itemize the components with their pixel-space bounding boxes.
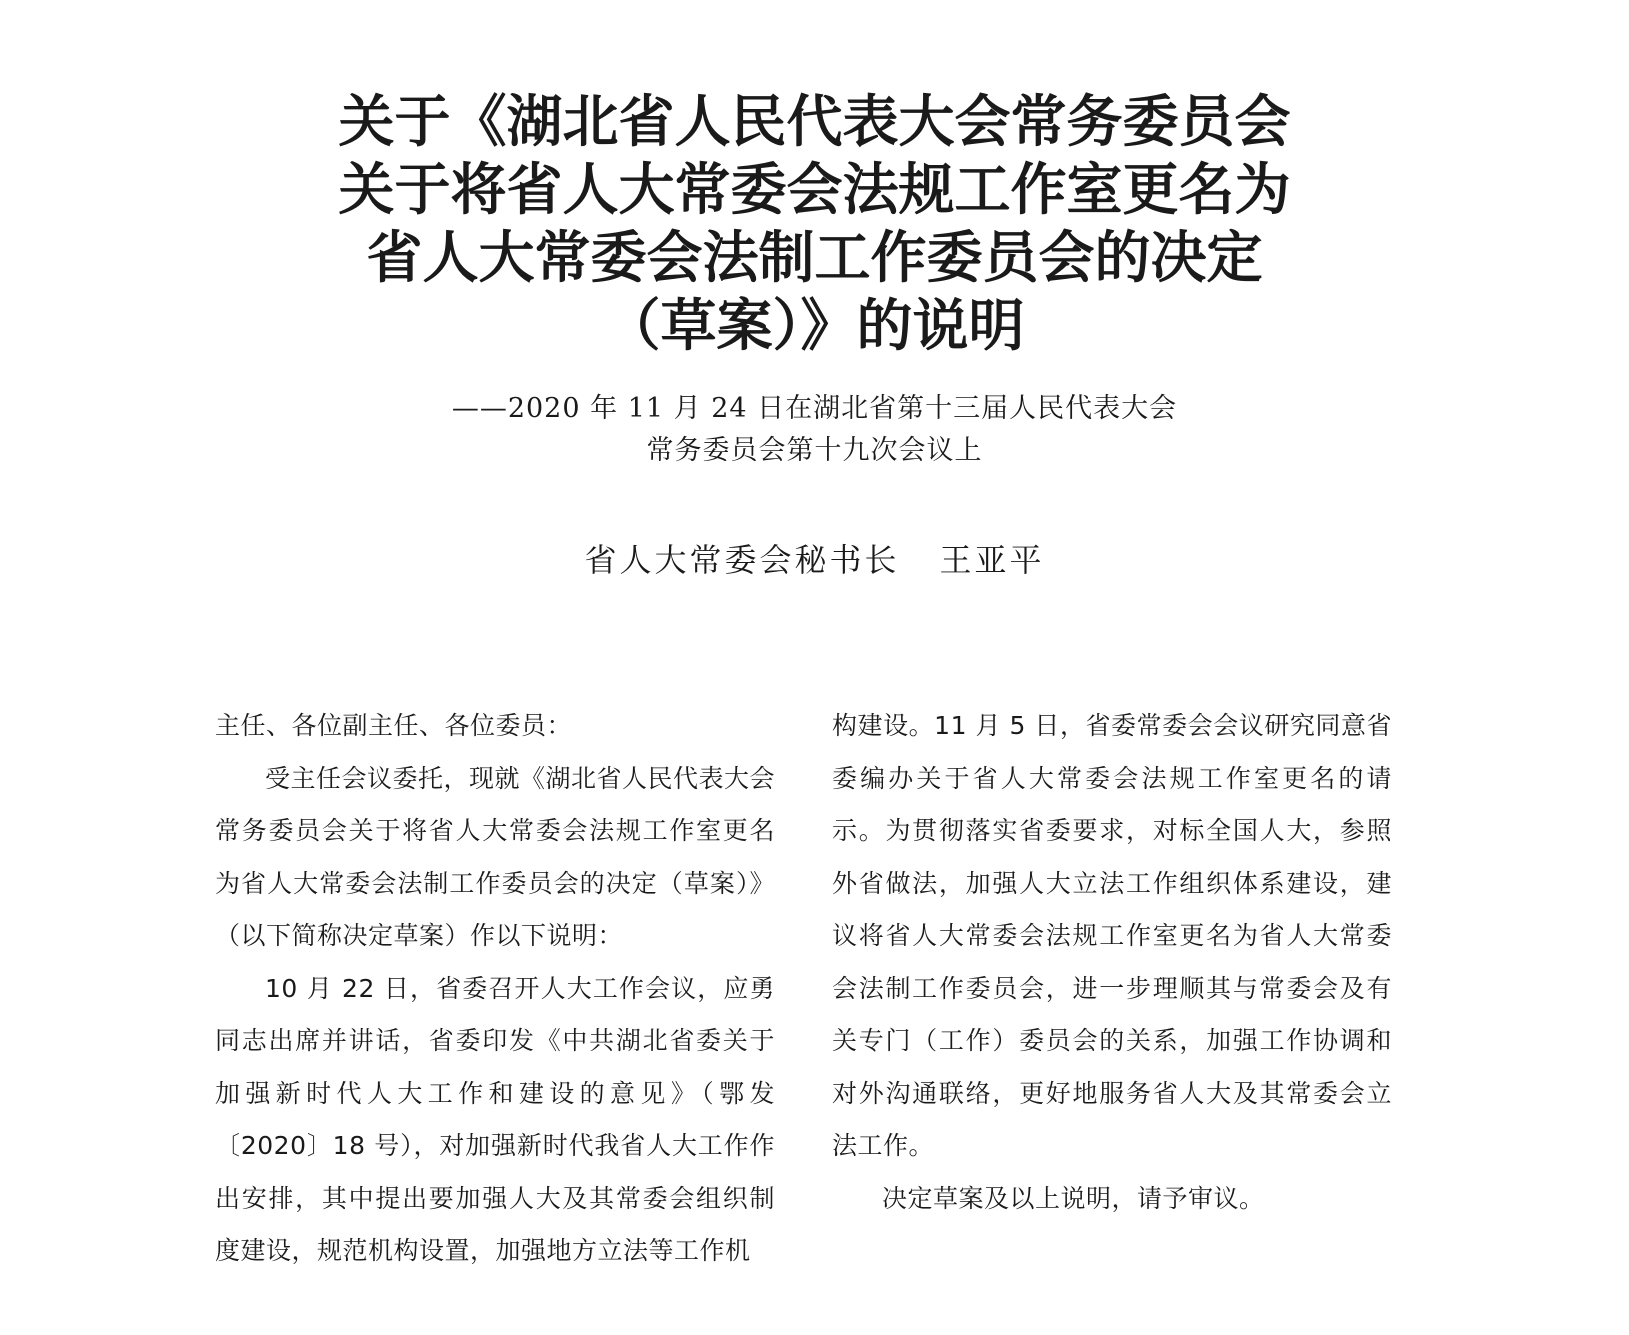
author-line [0,538,1629,582]
author-name: 王亚平 [939,541,1045,579]
document-title [0,88,1629,360]
body-column-left [215,700,775,1278]
closing-paragraph: 决定草案及以上说明，请予审议。 [882,1183,1265,1213]
author-position: 省人大常委会秘书长 [584,541,900,579]
title-line: 省人大常委会法制工作委员会的决定 [366,225,1263,291]
title-line: 关于将省人大常委会法规工作室更名为 [338,157,1291,223]
title-line: （草案）》的说明 [604,293,1025,359]
document-subtitle [0,388,1629,472]
paragraph-background-start: 10 月 22 日，省委召开人大工作会议，应勇同志出席并讲话，省委印发《中共湖北省委关于加强新时代人大工作和建设的意见》（鄂发〔2020〕18 号），对加强新时代我省人大工作作出安排，其中提出要加强人大及其常委会组织制度建设，规范机构设置，加强地方立法等工作机 [215,973,775,1265]
salutation: 主任、各位副主任、各位委员： [215,711,573,740]
title-line: 关于《湖北省人民代表大会常务委员会 [338,89,1291,155]
subtitle-line: ——2020 年 11 月 24 日在湖北省第十三届人民代表大会 [451,393,1178,424]
paragraph-background-continued: 构建设。11 月 5 日，省委常委会会议研究同意省委编办关于省人大常委会法规工作室更名的请示。为贯彻落实省委要求，对标全国人大，参照外省做法，加强人大立法工作组织体系建设，建议将省人大常委会法规工作室更名为省人大常委会法制工作委员会，进一步理顺其与常委会及有关专门（工作）委员会的关系，加强工作协调和对外沟通联络，更好地服务省人大及其常委会立法工作。 [832,711,1392,1160]
subtitle-line: 常务委员会第十九次会议上 [646,435,983,466]
paragraph-intro: 受主任会议委托，现就《湖北省人民代表大会常务委员会关于将省人大常委会法规工作室更名为省人大常委会法制工作委员会的决定（草案）》（以下简称决定草案）作以下说明： [215,763,776,950]
body-column-right [832,700,1392,1225]
